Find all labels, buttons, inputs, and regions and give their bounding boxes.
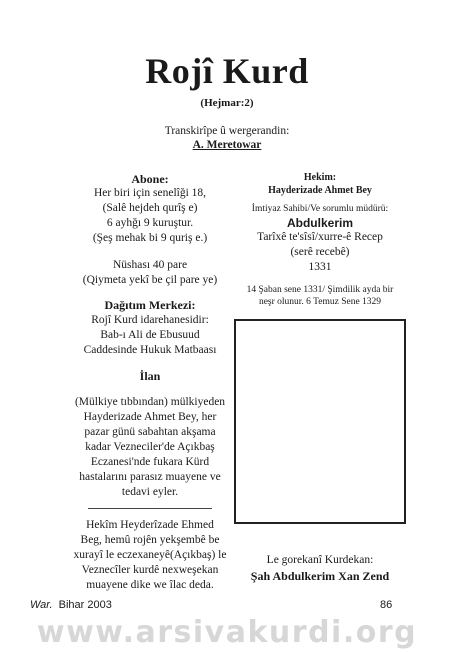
translator-name bbox=[0, 139, 454, 151]
hekim-label: Hekim: bbox=[303, 172, 337, 183]
abone-line: (Salê hejdeh qurîş e) bbox=[102, 202, 198, 214]
page-number: 86 bbox=[380, 599, 393, 611]
abone-line: Her biri için senelîği 18, bbox=[93, 187, 207, 199]
kurdish-notice-line: Beg, hemû rojên yekşembê be bbox=[80, 534, 220, 546]
publication-date-line: neşr olunur. 6 Temuz Sene 1329 bbox=[258, 297, 382, 307]
photo-caption-name: Şah Abdulkerim Xan Zend bbox=[250, 569, 390, 583]
founding-line: 1331 bbox=[308, 261, 332, 273]
kurdish-notice-line: Hekîm Heyderîzade Ehmed bbox=[86, 519, 214, 531]
watermark: www.arsivakurdi.org bbox=[36, 615, 418, 650]
abone-line: 6 ayhğı 9 kuruştur. bbox=[106, 217, 194, 229]
abone-line: (Şeş mehak bi 9 quriş e.) bbox=[92, 232, 208, 244]
photo-caption-label: Le gorekanî Kurdekan: bbox=[266, 554, 374, 566]
owner-label: İmtiyaz Sahibi/Ve sorumlu müdürü: bbox=[251, 204, 389, 214]
page-title: Rojî Kurd bbox=[145, 51, 309, 91]
translator-name-text: A. Meretowar bbox=[192, 139, 262, 151]
founding-line: Tarîxê te'sîsî/xurre-ê Recep bbox=[257, 231, 383, 243]
ilan-line: Eczanesi'nde fukara Kürd bbox=[90, 456, 210, 468]
ilan-line: Hayderizade Ahmet Bey, her bbox=[83, 411, 217, 423]
owner-name: Abdulkerim bbox=[286, 216, 353, 230]
distribution-line: Rojî Kurd idarehanesidir: bbox=[91, 314, 209, 326]
journal-issue: Bihar 2003 bbox=[58, 599, 112, 611]
publication-date-line: 14 Şaban sene 1331/ Şimdilik ayda bir bbox=[246, 285, 394, 295]
kurdish-notice-line: Veznecîler kurdê nexweşekan bbox=[81, 564, 219, 576]
ilan-heading: İlan bbox=[139, 369, 161, 383]
ilan-line: pazar günü sabahtan akşama bbox=[84, 426, 216, 438]
ilan-line: hastalarını parasız muayene ve bbox=[79, 471, 221, 483]
section-divider bbox=[88, 508, 212, 509]
abone-heading: Abone: bbox=[131, 172, 169, 186]
ilan-line: (Mülkiye tıbbından) mülkiyeden bbox=[74, 396, 226, 408]
issue-number: (Hejmar:2) bbox=[200, 97, 254, 109]
transliteration-label: Transkirîpe û wergerandin: bbox=[164, 125, 290, 137]
journal-name: War. bbox=[30, 599, 53, 611]
distribution-line: Bab-ı Ali de Ebusuud bbox=[100, 329, 200, 341]
portrait-photo-frame bbox=[234, 319, 406, 524]
copy-price-line: (Qiymeta yekî be çil pare ye) bbox=[82, 274, 218, 286]
hekim-name: Hayderizade Ahmet Bey bbox=[268, 185, 372, 196]
distribution-heading: Dağıtım Merkezi: bbox=[104, 298, 196, 312]
founding-line: (serê recebê) bbox=[290, 246, 350, 258]
kurdish-notice-line: muayene dike we îlac deda. bbox=[86, 579, 214, 591]
kurdish-notice-line: xurayî le eczexaneyê(Açıkbaş) le bbox=[73, 549, 227, 561]
distribution-line: Caddesinde Hukuk Matbaası bbox=[83, 344, 217, 356]
ilan-line: tedavi eyler. bbox=[121, 486, 179, 498]
footer-journal bbox=[30, 599, 112, 611]
copy-price-line: Nüshası 40 pare bbox=[112, 259, 188, 271]
ilan-line: kadar Vezneciler'de Açıkbaş bbox=[85, 441, 215, 453]
